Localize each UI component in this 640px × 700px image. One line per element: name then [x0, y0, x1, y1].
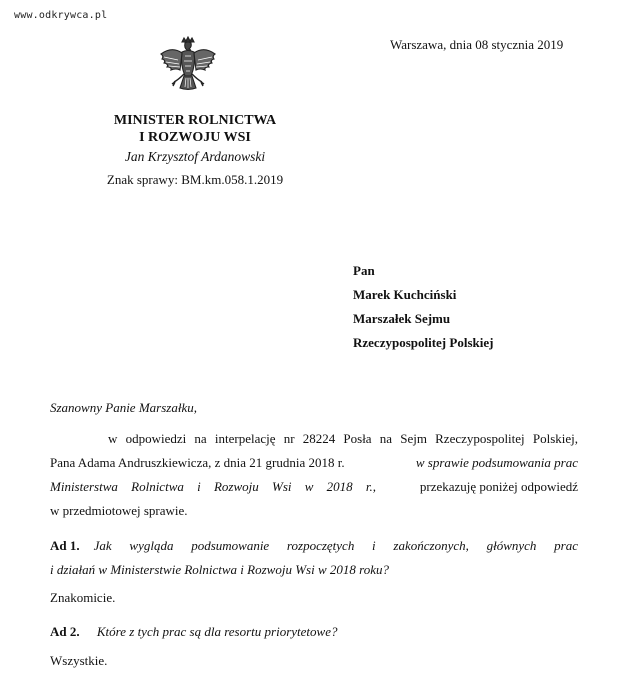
addressee-line-2: Marek Kuchciński	[353, 287, 457, 302]
body-paragraph	[50, 427, 578, 523]
question-2	[50, 620, 578, 644]
question-2-text: Które z tych prac są dla resortu priorytetowe?	[96, 624, 338, 639]
question-1-text-line-2: i działań w Ministerstwie Rolnictwa i Rozwoju Wsi w 2018 roku?	[50, 562, 389, 577]
paragraph-line-2-a: Pana Adama Andruszkiewicza, z dnia 21 grudnia 2018 r.	[50, 455, 345, 470]
salutation: Szanowny Panie Marszałku,	[50, 400, 197, 415]
answer-1: Znakomicie.	[50, 590, 116, 605]
addressee-block	[353, 259, 493, 355]
paragraph-line-3-b: przekazuję poniżej odpowiedź	[419, 479, 578, 494]
question-1-line-1	[50, 534, 578, 558]
addressee-line-3: Marszałek Sejmu	[353, 311, 451, 326]
paragraph-line-2	[50, 451, 578, 475]
paragraph-line-4: w przedmiotowej sprawie.	[50, 503, 188, 518]
answer-2: Wszystkie.	[50, 653, 108, 668]
minister-name: Jan Krzysztof Ardanowski	[124, 149, 266, 164]
question-1	[50, 534, 578, 582]
minister-title-line2: I ROZWOJU WSI	[139, 130, 251, 145]
addressee-line-1: Pan	[353, 263, 375, 278]
paragraph-line-1: w odpowiedzi na interpelację nr 28224 Posła na Sejm Rzeczypospolitej Polskiej,	[108, 431, 578, 446]
paragraph-line-3-a: Ministerstwa Rolnictwa i Rozwoju Wsi w 2018 r.,	[50, 479, 377, 494]
minister-title-line1: MINISTER ROLNICTWA	[113, 113, 277, 128]
polish-eagle-emblem-icon	[158, 36, 218, 102]
minister-title	[100, 112, 290, 146]
question-1-label: Ad 1.	[50, 538, 80, 553]
case-reference: Znak sprawy: BM.km.058.1.2019	[106, 172, 284, 187]
addressee-line-4: Rzeczypospolitej Polskiej	[353, 335, 494, 350]
paragraph-line-2-b: w sprawie podsumowania prac	[415, 455, 578, 470]
question-2-label: Ad 2.	[50, 624, 80, 639]
letter-date: Warszawa, dnia 08 stycznia 2019	[390, 37, 564, 52]
watermark: www.odkrywca.pl	[14, 10, 108, 21]
paragraph-line-3	[50, 475, 578, 499]
question-1-text-line-1: Jak wygląda podsumowanie rozpoczętych i zakończonych, głównych prac	[93, 538, 578, 553]
